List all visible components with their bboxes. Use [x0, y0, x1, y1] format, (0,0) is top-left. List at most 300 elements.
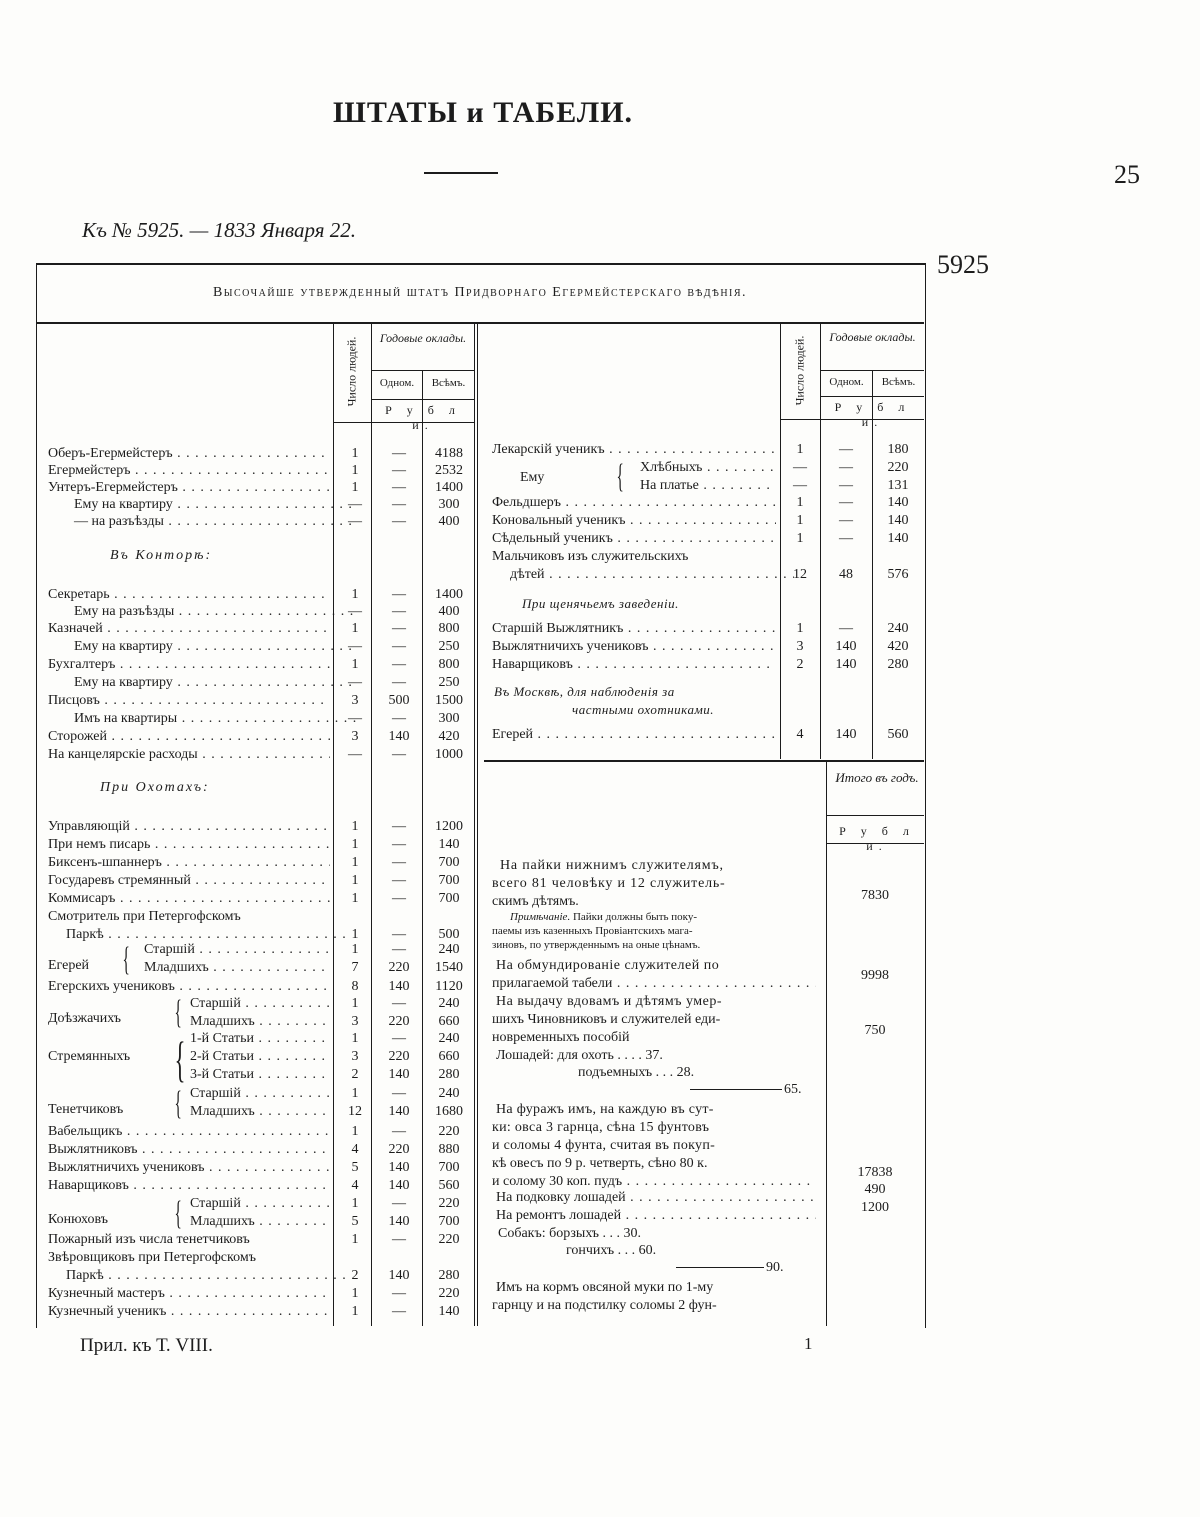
group-label: Ему	[520, 470, 545, 485]
row-label: Бухгалтеръ . . .	[48, 656, 330, 673]
row-all: 1400	[435, 480, 463, 495]
row-all: 180	[887, 442, 909, 457]
row-one: —	[392, 480, 406, 495]
row-count: 5	[351, 1160, 359, 1175]
group-label: Доѣзжачихъ	[48, 1011, 121, 1026]
row-label: Звѣровщиковъ при Петергофскомъ	[48, 1250, 256, 1265]
row-one: —	[392, 855, 406, 870]
row-one: 140	[388, 1214, 410, 1229]
row-label: Выжлятничихъ учениковъ . . .	[492, 638, 776, 655]
row-count: —	[348, 711, 362, 726]
row-label: Управляющій . . .	[48, 818, 330, 835]
horses-draft-line: подъемныхъ . . . 28.	[578, 1065, 695, 1080]
row-all: 700	[438, 891, 460, 906]
row-all: 700	[438, 1160, 460, 1175]
left-header-one: Одном.	[379, 377, 415, 389]
brace-icon: {	[174, 1085, 182, 1122]
row-one: —	[392, 1304, 406, 1319]
row-label: Унтеръ-Егермейстеръ . . .	[48, 479, 330, 496]
widows-line-3: новременныхъ пособій	[492, 1030, 630, 1045]
row-one: —	[392, 587, 406, 602]
row-label: Егерскихъ учениковъ . . .	[48, 978, 330, 995]
left-header-all: Всѣмъ.	[431, 377, 466, 389]
shoeing-total: 490	[864, 1182, 886, 1197]
row-all: 280	[887, 657, 909, 672]
row-all: 800	[438, 621, 460, 636]
row-one: 140	[835, 727, 857, 742]
right-total-rule	[826, 762, 827, 1326]
note-line-3: зиновъ, по утвержденнымъ на оные цѣнамъ.	[492, 939, 701, 951]
row-label: Имъ на квартиры . . .	[48, 710, 356, 727]
row-label: Младшихъ . . .	[144, 959, 330, 976]
row-all: 660	[438, 1049, 460, 1064]
row-count: 5	[351, 1214, 359, 1229]
row-one: —	[392, 1232, 406, 1247]
fodder-line-2: ки: овса 3 гарнца, сѣна 15 фунтовъ	[492, 1120, 710, 1135]
row-one: —	[392, 639, 406, 654]
row-label: Оберъ-Егермейстеръ . . .	[48, 445, 330, 462]
row-label: На платье . . .	[640, 477, 776, 494]
row-one: —	[392, 1086, 406, 1101]
document-reference: Къ № 5925. — 1833 Января 22.	[82, 218, 356, 242]
heading-rule	[36, 322, 924, 324]
row-one: —	[392, 1286, 406, 1301]
row-count: 1	[351, 463, 359, 478]
row-label: Старшій . . .	[190, 1085, 330, 1102]
row-count: —	[348, 639, 362, 654]
feed-line-2: гарнцу и на подстилку соломы 2 фун-	[492, 1298, 717, 1313]
row-all: 240	[438, 996, 460, 1011]
section-office: Въ Конторѣ:	[110, 548, 213, 563]
row-count: 1	[351, 891, 359, 906]
margin-number: 5925	[937, 250, 989, 279]
right-header-rubles: Р у б л и.	[834, 400, 911, 429]
ration-line-2: всего 81 человѣку и 12 служитель-	[492, 876, 726, 891]
row-count: 12	[793, 567, 807, 582]
right-header-all: Всѣмъ.	[881, 376, 916, 388]
row-one: —	[839, 621, 853, 636]
row-label: 2-й Статьи . . .	[190, 1048, 330, 1065]
row-all: 220	[887, 460, 909, 475]
row-count: 1	[796, 513, 804, 528]
brace-icon: {	[174, 1031, 186, 1087]
row-all: 2532	[435, 463, 463, 478]
row-all: 400	[438, 604, 460, 619]
row-all: 280	[438, 1268, 460, 1283]
row-label: Сторожей . . .	[48, 728, 330, 745]
fodder-line-1: На фуражъ имъ, на каждую въ сут-	[496, 1102, 714, 1117]
page-title: ШТАТЫ и ТАБЕЛИ.	[332, 96, 634, 129]
right-subhead-rule	[820, 370, 924, 371]
right-header-one: Одном.	[829, 376, 864, 388]
row-count: 4	[796, 727, 804, 742]
row-count: 12	[348, 1104, 362, 1119]
row-one: 140	[388, 1104, 410, 1119]
widows-line-2: шихъ Чиновниковъ и служителей еди-	[492, 1012, 721, 1027]
row-count: 1	[796, 531, 804, 546]
row-all: 140	[887, 531, 909, 546]
dogs-hound: 60.	[638, 1243, 657, 1258]
row-count: —	[348, 497, 362, 512]
row-label: Ему на квартиру . . .	[48, 638, 356, 655]
row-label: Егерей . . .	[492, 726, 776, 743]
row-all: 300	[438, 497, 460, 512]
row-count: 3	[351, 729, 359, 744]
row-all: 400	[438, 514, 460, 529]
row-all: 300	[438, 711, 460, 726]
row-count: 1	[351, 837, 359, 852]
row-label: Старшій Выжлятникъ . . .	[492, 620, 776, 637]
row-label: Наварщиковъ . . .	[492, 656, 776, 673]
row-all: 1000	[435, 747, 463, 762]
row-count: 1	[351, 927, 359, 942]
row-count: 1	[351, 1232, 359, 1247]
brace-icon: {	[122, 941, 130, 978]
row-count: 2	[796, 657, 804, 672]
fodder-line-4: кѣ овесъ по 9 р. четверть, сѣно 80 к.	[492, 1156, 708, 1171]
row-one: —	[392, 711, 406, 726]
feed-line-1: Имъ на кормъ овсяной муки по 1-му	[496, 1280, 714, 1295]
row-one: 500	[388, 693, 410, 708]
appendix-footer: Прил. къ Т. VIII.	[80, 1335, 213, 1356]
row-one: —	[839, 495, 853, 510]
total-header-rule	[826, 815, 924, 816]
row-label: Кузнечный мастеръ . . .	[48, 1285, 330, 1302]
row-all: 1540	[435, 960, 463, 975]
right-section-rule	[484, 760, 924, 762]
row-one: —	[392, 819, 406, 834]
row-all: 240	[438, 942, 460, 957]
row-count: 2	[351, 1268, 359, 1283]
fodder-total: 17838	[857, 1165, 893, 1180]
row-count: 1	[351, 587, 359, 602]
repair-label: На ремонтъ лошадей . . .	[496, 1207, 816, 1224]
right-header-count: Число людей.	[792, 335, 807, 406]
row-label: Коновальный ученикъ . . .	[492, 512, 776, 529]
row-count: 3	[351, 1014, 359, 1029]
horses-draft-label: подъемныхъ	[578, 1065, 653, 1080]
row-count: 1	[351, 996, 359, 1011]
row-all: 700	[438, 855, 460, 870]
row-count: 1	[351, 819, 359, 834]
repair-total: 1200	[861, 1200, 889, 1215]
row-label: Наварщиковъ . . .	[48, 1177, 330, 1194]
row-all: 140	[887, 495, 909, 510]
row-all: 420	[887, 639, 909, 654]
row-one: —	[839, 513, 853, 528]
row-all: 1500	[435, 693, 463, 708]
row-count: 1	[351, 480, 359, 495]
row-label: Коммисаръ . . .	[48, 890, 330, 907]
note-text: Пайки должны быть поку-	[572, 911, 698, 923]
row-label: Вабельщикъ . . .	[48, 1123, 330, 1140]
row-label: дѣтей . . .	[492, 566, 794, 583]
row-label: Кузнечный ученикъ . . .	[48, 1303, 330, 1320]
row-one: —	[839, 478, 853, 493]
row-one: 48	[839, 567, 853, 582]
horses-label: Лошадей: для охоть	[496, 1048, 614, 1063]
row-count: 1	[351, 855, 359, 870]
row-count: 8	[351, 979, 359, 994]
dogs-hound-line: гончихъ . . . 60.	[566, 1243, 657, 1258]
row-all: 500	[438, 927, 460, 942]
fodder-line-5: и солому 30 коп. пудъ . . .	[492, 1173, 816, 1190]
row-count: 1	[351, 873, 359, 888]
row-all: 240	[887, 621, 909, 636]
right-header-salaries: Годовые оклады.	[829, 330, 916, 344]
row-all: 800	[438, 657, 460, 672]
row-all: 700	[438, 1214, 460, 1229]
row-count: 1	[351, 1196, 359, 1211]
row-count: 1	[796, 495, 804, 510]
row-one: —	[839, 531, 853, 546]
row-count: 1	[351, 1286, 359, 1301]
row-one: —	[392, 837, 406, 852]
widows-total: 750	[864, 1023, 886, 1038]
row-one: —	[392, 873, 406, 888]
ration-line-3: скимъ дѣтямъ.	[492, 894, 579, 909]
brace-icon: {	[174, 1195, 182, 1232]
row-count: 4	[351, 1178, 359, 1193]
row-one: 140	[835, 657, 857, 672]
row-one: —	[392, 675, 406, 690]
row-label: При немъ писарь . . .	[48, 836, 330, 853]
left-subhead-rule	[371, 370, 474, 371]
row-count: 1	[796, 442, 804, 457]
row-one: —	[392, 446, 406, 461]
row-all: 1400	[435, 587, 463, 602]
row-one: —	[392, 514, 406, 529]
right-rubles-rule	[820, 396, 924, 397]
row-one: —	[392, 1031, 406, 1046]
row-label: Сѣдельный ученикъ . . .	[492, 530, 776, 547]
row-label: Пожарный изъ числа тенетчиковъ	[48, 1232, 250, 1247]
row-one: —	[392, 657, 406, 672]
row-all: 131	[887, 478, 909, 493]
row-count: —	[348, 747, 362, 762]
row-one: 140	[388, 729, 410, 744]
group-label: Тенетчиковъ	[48, 1102, 124, 1117]
row-label: Казначей . . .	[48, 620, 330, 637]
row-all: 250	[438, 675, 460, 690]
widows-line-1: На выдачу вдовамъ и дѣтямъ умер-	[496, 994, 723, 1009]
dogs-sum-rule	[676, 1267, 764, 1268]
dogs-sum: 90.	[766, 1260, 784, 1275]
dogs-hound-label: гончихъ	[566, 1243, 615, 1258]
table-heading: Высочайше утвержденный штатъ Придворнаго Егермейстерскаго вѣдѣнія.	[212, 285, 748, 300]
shoeing-label: На подковку лошадей . . .	[496, 1189, 816, 1206]
row-label: Младшихъ . . .	[190, 1013, 330, 1030]
row-one: 140	[388, 1160, 410, 1175]
row-count: 1	[351, 1031, 359, 1046]
row-one: —	[392, 1196, 406, 1211]
row-all: 280	[438, 1067, 460, 1082]
dogs-label: Собакъ: борзыхъ	[498, 1226, 600, 1241]
row-count: —	[348, 675, 362, 690]
row-label: Младшихъ . . .	[190, 1213, 330, 1230]
row-all: 1200	[435, 819, 463, 834]
ration-line-1: На пайки нижнимъ служителямъ,	[500, 858, 724, 873]
row-label: Ему на квартиру . . .	[48, 496, 356, 513]
row-label: Мальчиковъ изъ служительскихъ	[492, 549, 689, 564]
row-all: 140	[438, 837, 460, 852]
row-one: —	[392, 996, 406, 1011]
row-label: Секретарь . . .	[48, 586, 330, 603]
row-label: Государевъ стремянный . . .	[48, 872, 330, 889]
row-all: 240	[438, 1031, 460, 1046]
row-label: Младшихъ . . .	[190, 1103, 330, 1120]
group-label: Стремянныхъ	[48, 1049, 131, 1064]
row-all: 240	[438, 1086, 460, 1101]
row-all: 250	[438, 639, 460, 654]
row-one: 220	[388, 1142, 410, 1157]
horses-draft: 28.	[676, 1065, 695, 1080]
row-count: 3	[351, 1049, 359, 1064]
row-all: 140	[887, 513, 909, 528]
row-count: 7	[351, 960, 359, 975]
horses-sum-rule	[690, 1089, 782, 1090]
row-label: Егермейстеръ . . .	[48, 462, 330, 479]
row-one: 140	[388, 1268, 410, 1283]
row-count: 3	[351, 693, 359, 708]
row-all: 220	[438, 1124, 460, 1139]
row-count: 1	[351, 657, 359, 672]
row-count: 1	[351, 1304, 359, 1319]
row-one: 140	[835, 639, 857, 654]
row-label: Ему на квартиру . . .	[48, 674, 356, 691]
row-one: —	[392, 621, 406, 636]
row-one: 140	[388, 979, 410, 994]
title-rule	[424, 172, 498, 174]
row-all: 880	[438, 1142, 460, 1157]
section-moscow-cont: частными охотниками.	[572, 702, 714, 717]
left-rubles-rule	[371, 399, 474, 400]
row-one: —	[392, 747, 406, 762]
row-all: 1680	[435, 1104, 463, 1119]
row-label: Старшій . . .	[144, 941, 330, 958]
row-count: 1	[351, 1124, 359, 1139]
row-one: 220	[388, 1014, 410, 1029]
note-label: Примѣчаніе.	[510, 911, 571, 923]
left-header-salaries: Годовые оклады.	[379, 331, 467, 345]
row-one: 140	[388, 1067, 410, 1082]
row-label: Паркѣ . . .	[48, 926, 348, 943]
row-label: Старшій . . .	[190, 1195, 330, 1212]
row-all: 560	[887, 727, 909, 742]
left-header-rubles: Р у б л и.	[385, 403, 461, 432]
row-all: 700	[438, 873, 460, 888]
row-label: Выжлятниковъ . . .	[48, 1141, 330, 1158]
ration-total: 7830	[861, 888, 889, 903]
row-one: —	[392, 1124, 406, 1139]
horses-sum: 65.	[784, 1082, 802, 1097]
row-one: —	[392, 942, 406, 957]
note-line-2: паемы изъ казенныхъ Провіантскихъ мага-	[492, 925, 693, 937]
total-header: Итого въ годъ.	[835, 770, 919, 785]
horses-hunt: 37.	[645, 1048, 663, 1063]
row-one: —	[392, 463, 406, 478]
row-one: —	[839, 460, 853, 475]
row-one: 220	[388, 1049, 410, 1064]
row-all: 220	[438, 1286, 460, 1301]
row-one: —	[392, 891, 406, 906]
row-count: 2	[351, 1067, 359, 1082]
row-label: Хлѣбныхъ . . .	[640, 459, 776, 476]
row-all: 420	[438, 729, 460, 744]
row-one: 220	[388, 960, 410, 975]
row-label: Смотритель при Петергофскомъ	[48, 909, 241, 924]
section-moscow: Въ Москвѣ, для наблюденія за	[494, 684, 675, 699]
brace-icon: {	[174, 994, 182, 1031]
row-all: 140	[438, 1304, 460, 1319]
row-one: 140	[388, 1178, 410, 1193]
row-one: —	[392, 927, 406, 942]
row-count: 1	[796, 621, 804, 636]
row-all: 220	[438, 1196, 460, 1211]
group-label: Егерей	[48, 958, 90, 973]
row-count: —	[348, 514, 362, 529]
row-label: Паркѣ . . .	[48, 1267, 348, 1284]
group-label: Конюховъ	[48, 1212, 109, 1227]
row-all: 4188	[435, 446, 463, 461]
center-double-rule	[474, 323, 478, 1326]
horses-line: Лошадей: для охоть . . . . 37.	[496, 1048, 663, 1063]
row-count: —	[793, 460, 807, 475]
row-all: 220	[438, 1232, 460, 1247]
section-kennel: При щенячьемъ заведеніи.	[522, 596, 679, 611]
page-number: 25	[1114, 160, 1140, 189]
row-count: 1	[351, 1086, 359, 1101]
row-label: Фельдшеръ . . .	[492, 494, 776, 511]
row-label: 1-й Статьи . . .	[190, 1030, 330, 1047]
row-one: —	[392, 604, 406, 619]
note-line-1	[510, 911, 697, 924]
left-rule-count	[333, 323, 334, 1326]
row-label: Писцовъ . . .	[48, 692, 330, 709]
row-count: —	[793, 478, 807, 493]
brace-icon: {	[616, 458, 624, 495]
row-label: На канцелярскіе расходы . . .	[48, 746, 330, 763]
row-count: 1	[351, 446, 359, 461]
row-count: 4	[351, 1142, 359, 1157]
total-header-rubles: Р у б л и.	[839, 824, 915, 853]
row-count: 1	[351, 621, 359, 636]
uniform-total: 9998	[861, 968, 889, 983]
row-label: Ему на разъѣзды . . .	[48, 603, 356, 620]
row-label: Выжлятничихъ учениковъ . . .	[48, 1159, 330, 1176]
row-one: —	[839, 442, 853, 457]
row-all: 1120	[435, 979, 463, 994]
dogs-borzoi: 30.	[623, 1226, 642, 1241]
row-label: Лекарскій ученикъ . . .	[492, 441, 776, 458]
row-all: 576	[887, 567, 909, 582]
row-one: —	[392, 497, 406, 512]
dogs-line: Собакъ: борзыхъ . . . 30.	[498, 1226, 642, 1241]
row-label: Старшій . . .	[190, 995, 330, 1012]
fodder-line-3: и соломы 4 фунта, считая въ покуп-	[492, 1138, 716, 1153]
row-all: 560	[438, 1178, 460, 1193]
row-count: —	[348, 604, 362, 619]
uniform-line-1: На обмундированіе служителей по	[496, 958, 720, 973]
row-count: 3	[796, 639, 804, 654]
row-label: — на разъѣзды . . .	[48, 513, 356, 530]
left-header-count: Число людей.	[344, 336, 359, 407]
row-all: 660	[438, 1014, 460, 1029]
row-label: Биксенъ-шпаннеръ . . .	[48, 854, 330, 871]
sheet-number: 1	[804, 1334, 813, 1353]
section-hunt: При Охотахъ:	[100, 780, 210, 795]
row-count: 1	[351, 942, 359, 957]
